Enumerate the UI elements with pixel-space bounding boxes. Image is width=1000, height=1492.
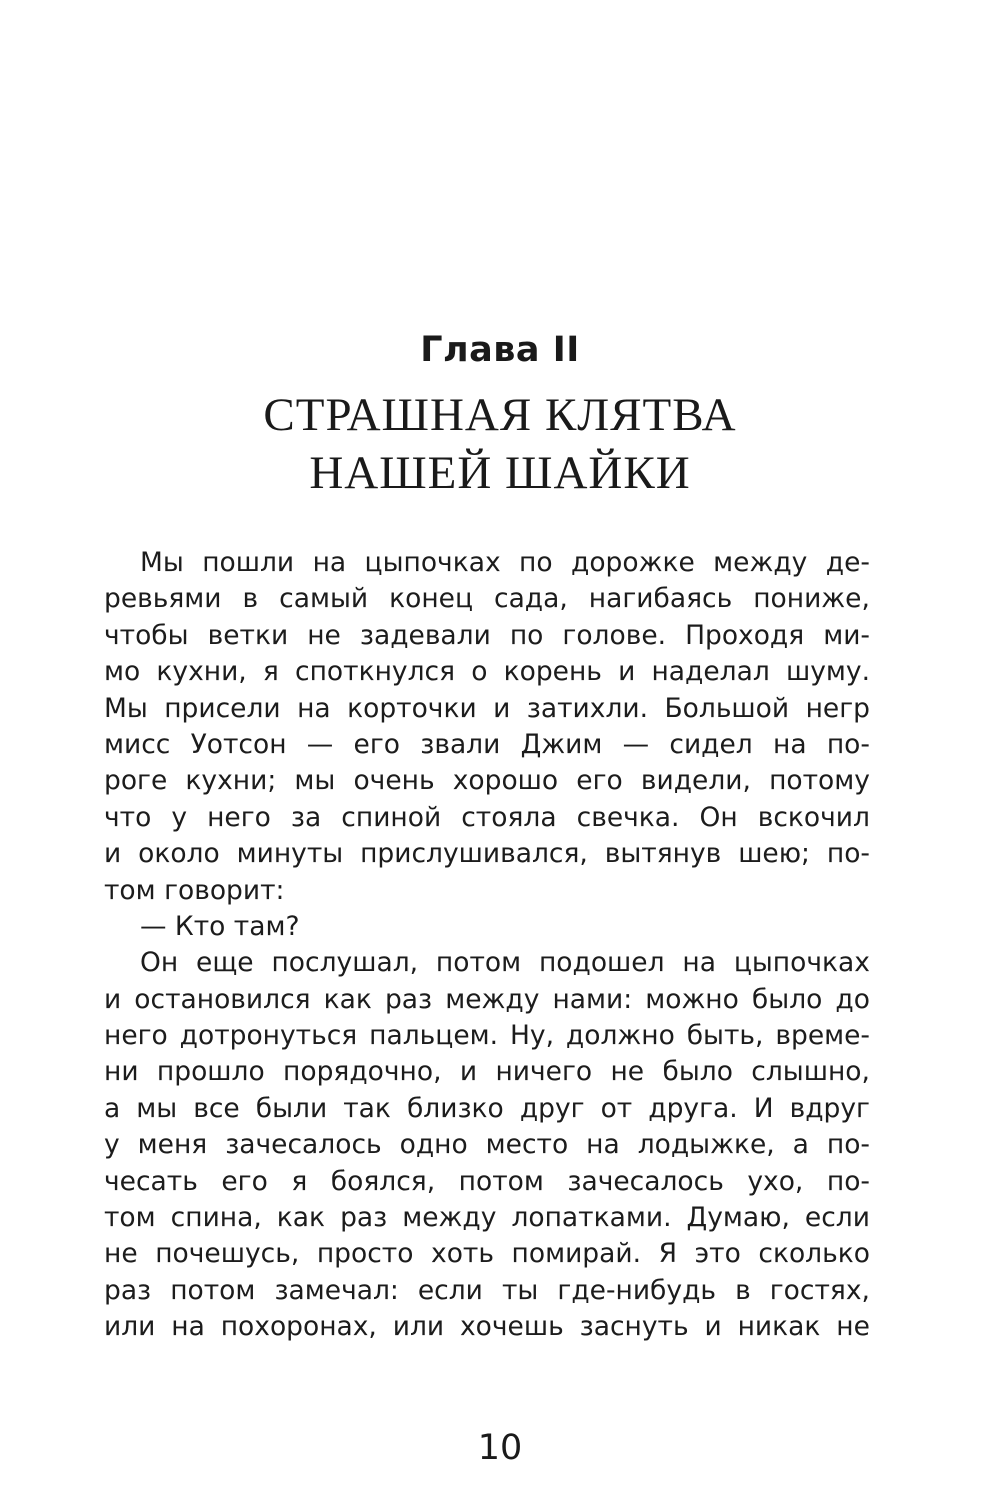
word: около (138, 838, 220, 870)
word: него (207, 801, 271, 833)
word: свечка. (576, 801, 680, 833)
word: еще (196, 947, 254, 979)
word: а (792, 1129, 809, 1161)
word: шею; (738, 838, 810, 870)
word: его (353, 728, 400, 760)
word: кухни, (156, 656, 247, 688)
word: вскочил (757, 801, 870, 833)
word: послушал, (271, 947, 419, 979)
text-line (104, 618, 870, 654)
word: между (713, 547, 808, 578)
word: в (242, 583, 259, 615)
word: задевали (359, 619, 491, 651)
word: ухо, (747, 1165, 804, 1197)
word: наделал (651, 656, 770, 688)
word: остановился (134, 983, 311, 1015)
word: близко (406, 1092, 504, 1124)
word: меня (137, 1129, 208, 1161)
text-line (104, 581, 870, 617)
word: И (753, 1092, 774, 1124)
word: и (618, 656, 636, 688)
word: если (417, 1274, 483, 1306)
word: очень (353, 765, 435, 797)
word: как (323, 983, 372, 1015)
word: за (290, 801, 322, 833)
word: корень (503, 656, 602, 688)
word: похоронах, (220, 1311, 377, 1343)
word: роге (104, 765, 168, 797)
word: раз (104, 1274, 152, 1306)
word: нагибаясь (588, 583, 733, 615)
word: так (343, 1092, 391, 1124)
word: сидел (669, 728, 753, 760)
word: по (519, 547, 553, 578)
text-line (104, 1018, 870, 1054)
word: хорошо (452, 765, 559, 797)
word: не (307, 619, 341, 651)
word: негр (805, 692, 870, 724)
word: никак (737, 1311, 821, 1343)
word: не (836, 1311, 870, 1343)
word: де- (825, 547, 870, 578)
word: что (104, 801, 152, 833)
word: не (104, 1238, 138, 1270)
word: потом (435, 947, 522, 979)
word: Думаю, (686, 1202, 790, 1234)
word: его (221, 1165, 268, 1197)
word: не (610, 1056, 645, 1088)
word: должно (565, 1020, 675, 1052)
word: я (262, 656, 279, 688)
text-line (104, 1164, 870, 1200)
word: ревьями (104, 583, 222, 615)
word: гостях, (769, 1274, 870, 1306)
word: лодыжке, (637, 1129, 775, 1161)
word: мы (136, 1092, 178, 1124)
word: пальцем. (369, 1020, 499, 1052)
word: или (104, 1311, 156, 1343)
text-line (104, 836, 870, 872)
word: и (104, 838, 122, 870)
word: прошло (156, 1056, 265, 1088)
word: Я (658, 1238, 678, 1270)
word: сколько (758, 1238, 870, 1270)
word: хочешь (460, 1311, 564, 1343)
word: вытянув (604, 838, 722, 870)
word: потом (458, 1165, 544, 1197)
word: самый (279, 583, 369, 615)
word: Мы (140, 547, 184, 578)
word: было (662, 1056, 733, 1088)
word: по- (826, 1165, 870, 1197)
word: мы (294, 765, 336, 797)
word: друга. (648, 1092, 738, 1124)
word: Большой (664, 692, 790, 724)
word: ветки (207, 619, 289, 651)
word: присели (164, 692, 281, 724)
word: време- (775, 1020, 870, 1052)
text-line (104, 1273, 870, 1309)
word: голове. (562, 619, 667, 651)
text-line (104, 873, 870, 909)
word: или (392, 1311, 445, 1343)
page-number: 10 (477, 1428, 523, 1468)
word: на (773, 728, 807, 760)
word: на (682, 947, 716, 979)
text-line (104, 1091, 870, 1127)
word: место (485, 1129, 569, 1161)
text-line (104, 763, 870, 799)
word: у (171, 801, 188, 833)
word: просто (316, 1238, 414, 1270)
word: цыпочках (733, 947, 870, 979)
word: было (751, 983, 823, 1015)
word: зачесалось (567, 1165, 724, 1197)
word: были (255, 1092, 328, 1124)
word: все (193, 1092, 240, 1124)
text-line (104, 1309, 870, 1345)
word: заснуть (579, 1311, 689, 1343)
text-line (104, 945, 870, 981)
word: по- (826, 838, 870, 870)
word: лопатками. (511, 1202, 672, 1234)
word: Проходя (685, 619, 805, 651)
word: ни (104, 1056, 139, 1088)
line-text: том говорит: (104, 874, 285, 906)
word: по (509, 619, 544, 651)
word: о (471, 656, 488, 688)
word: чесать (104, 1165, 198, 1197)
word: а (104, 1092, 121, 1124)
text-line (104, 727, 870, 763)
word: по- (826, 1129, 870, 1161)
word: между (402, 1202, 497, 1234)
text-line (104, 1127, 870, 1163)
word: Ну, (509, 1020, 555, 1052)
word: и (704, 1311, 722, 1343)
chapter-title (0, 386, 1000, 502)
word: до (835, 983, 870, 1015)
word: боялся, (330, 1165, 436, 1197)
word: порядочно, (283, 1056, 442, 1088)
word: если (804, 1202, 870, 1234)
word: на (312, 547, 347, 578)
text-line (104, 654, 870, 690)
word: ми- (823, 619, 870, 651)
word: том (104, 1202, 156, 1234)
word: раз (384, 983, 433, 1015)
word: я (291, 1165, 308, 1197)
text-line (104, 800, 870, 836)
text-line (104, 982, 870, 1018)
word: как (276, 1202, 326, 1234)
word: между (445, 983, 540, 1015)
word: конец (389, 583, 473, 615)
word: корточки (347, 692, 477, 724)
word: помирай. (511, 1238, 642, 1270)
word: ничего (495, 1056, 593, 1088)
word: подошел (538, 947, 665, 979)
word: Мы (104, 692, 148, 724)
word: хоть (431, 1238, 494, 1270)
word: прислушивался, (360, 838, 588, 870)
word: спиной (341, 801, 442, 833)
word: можно (645, 983, 739, 1015)
word: на (297, 692, 331, 724)
word: затихли. (526, 692, 649, 724)
word: минуты (236, 838, 344, 870)
word: у (104, 1129, 120, 1161)
text-line (104, 1200, 870, 1236)
word: сада, (494, 583, 568, 615)
chapter-title-line: СТРАШНАЯ КЛЯТВА (263, 389, 737, 441)
chapter-label: Глава II (420, 330, 580, 370)
word: на (586, 1129, 620, 1161)
word: кухни; (185, 765, 277, 797)
word: где-нибудь (557, 1274, 717, 1306)
word: дорожке (571, 547, 695, 578)
word: дотронуться (179, 1020, 358, 1052)
text-line (104, 1054, 870, 1090)
text-line (104, 909, 870, 945)
word: почешусь, (155, 1238, 300, 1270)
line-text: — Кто там? (140, 910, 300, 942)
word: цыпочках (364, 547, 501, 578)
word: — (622, 728, 650, 760)
word: него (104, 1020, 168, 1052)
word: Он (699, 801, 738, 833)
word: нами: (552, 983, 633, 1015)
text-line (104, 1236, 870, 1272)
word: мо (104, 656, 141, 688)
word: Он (140, 947, 179, 979)
word: — (306, 728, 334, 760)
word: потому (769, 765, 870, 797)
word: замечал: (274, 1274, 399, 1306)
text-line (104, 691, 870, 727)
word: одно (399, 1129, 468, 1161)
word: и (493, 692, 511, 724)
word: чтобы (104, 619, 189, 651)
word: от (600, 1092, 633, 1124)
chapter-title-line: НАШЕЙ ШАЙКИ (309, 447, 691, 499)
word: Уотсон (190, 728, 287, 760)
word: пониже, (753, 583, 870, 615)
word: видели, (640, 765, 751, 797)
word: в (735, 1274, 751, 1306)
word: пошли (202, 547, 295, 578)
body-text (104, 545, 870, 1346)
word: шуму. (785, 656, 870, 688)
word: быть, (686, 1020, 764, 1052)
word: вдруг (789, 1092, 870, 1124)
word: потом (170, 1274, 256, 1306)
word: и (104, 983, 122, 1015)
word: это (694, 1238, 741, 1270)
word: споткнулся (295, 656, 456, 688)
word: и (459, 1056, 478, 1088)
word: ты (501, 1274, 539, 1306)
word: по- (826, 728, 870, 760)
word: спина, (170, 1202, 262, 1234)
word: Джим (520, 728, 603, 760)
word: раз (340, 1202, 388, 1234)
word: его (576, 765, 623, 797)
word: стояла (461, 801, 557, 833)
word: друг (519, 1092, 585, 1124)
word: мисс (104, 728, 171, 760)
word: слышно, (751, 1056, 870, 1088)
word: зачесалось (225, 1129, 382, 1161)
text-line (104, 545, 870, 581)
word: на (171, 1311, 205, 1343)
word: звали (420, 728, 501, 760)
